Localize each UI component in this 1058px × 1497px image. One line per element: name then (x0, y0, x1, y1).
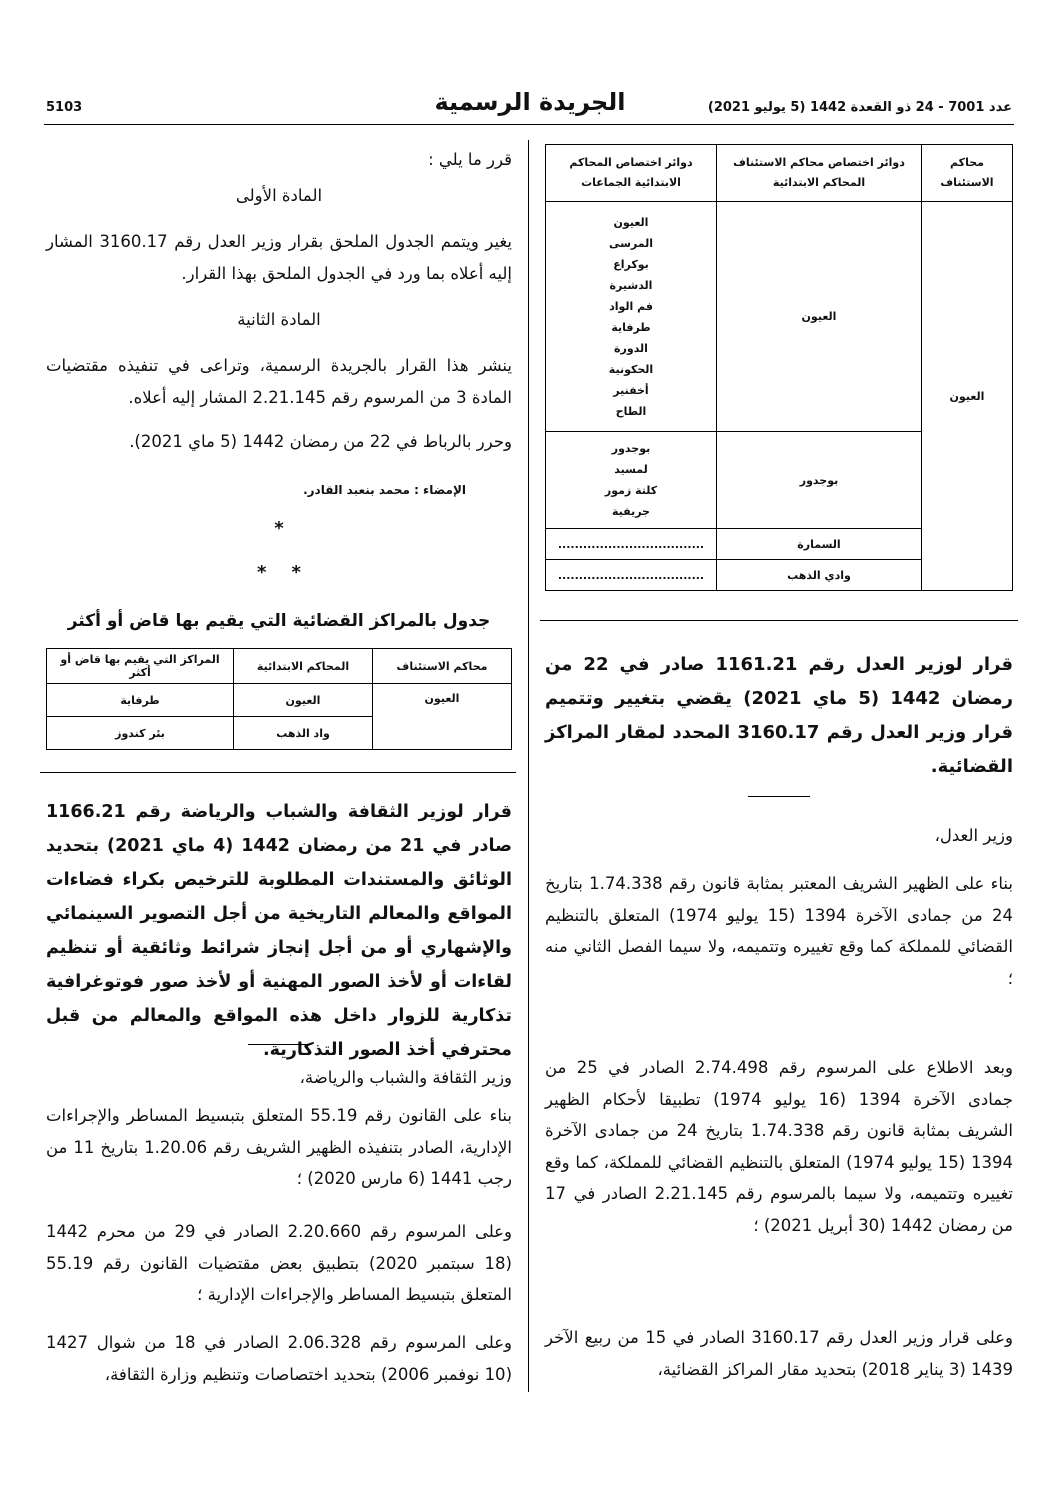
commune: بوكراع (613, 257, 649, 271)
judicial-centers-table (46, 648, 512, 750)
issue-info: عدد 7001 - 24 ذو القعدة 1442 (5 يوليو 2021) (707, 100, 1012, 115)
page-number: 5103 (46, 100, 83, 115)
table-header: دوائر اختصاص محاكم الاستئناف المحاكم الابتدائية (717, 145, 922, 202)
article-title: المادة الأولى (235, 186, 323, 205)
commune: الطاح (615, 404, 647, 418)
table-header: المحاكم الابتدائية (234, 649, 373, 684)
column-divider (528, 140, 529, 1392)
header-divider (44, 124, 1014, 125)
communes-cell: ................................... (546, 560, 717, 591)
court-cell: السمارة (717, 529, 922, 560)
commune: الدشيرة (609, 278, 653, 292)
minister-line: وزير العدل، (934, 826, 1013, 845)
table-header: محاكم الاستئناف (922, 145, 1013, 202)
short-divider (748, 796, 810, 797)
star-separator: * (274, 518, 284, 539)
center-cell: بئر كندوز (47, 717, 234, 750)
stars-separator: * * (257, 562, 301, 583)
article-text: ينشر هذا القرار بالجريدة الرسمية، وتراعى في تنفيذه مقتضيات المادة 3 من المرسوم رقم 2.21.145 المشار إليه أعلاه. (46, 356, 512, 407)
commune: العيون (613, 215, 649, 229)
court-cell: العيون (717, 202, 922, 432)
signature: الإمضاء : محمد بنعبد القادر. (303, 483, 466, 497)
paragraph: بناء على القانون رقم 55.19 المتعلق بتبسيط المساطر والإجراءات الإدارية، الصادر بتنفيذه الظهير الشريف رقم 1.20.06 بتاريخ 11 من رجب 1441 (6 مارس 2020) ؛ (46, 1106, 512, 1188)
table-row (47, 684, 512, 717)
court-cell: وادي الذهب (717, 560, 922, 591)
commune: الدورة (614, 341, 648, 355)
commune: لمسيد (614, 463, 648, 476)
decision-title: قرار لوزير العدل رقم 1161.21 صادر في 22 من رمضان 1442 (5 ماي 2021) يقضي بتغيير وتتميم قرار وزير العدل رقم 3160.17 المحدد لمقار المراكز القضائية. (545, 654, 1013, 777)
appeal-court-cell: العيون (373, 684, 512, 750)
communes-cell: ................................... (546, 529, 717, 560)
article-text: يغير ويتمم الجدول الملحق بقرار وزير العدل رقم 3160.17 المشار إليه أعلاه بما ورد في الجدول الملحق بهذا القرار. (46, 232, 512, 283)
communes-cell (546, 432, 717, 529)
commune: طرفاية (611, 320, 651, 334)
commune: بوجدور (611, 442, 651, 455)
paragraph: بناء على الظهير الشريف المعتبر بمثابة قانون رقم 1.74.338 بتاريخ 24 من جمادى الآخرة 1394 (15 يوليو 1974) المتعلق بالتنظيم القضائي للمملكة كما وقع تغييره وتتميمه، ولا سيما الفصل الثاني منه ؛ (545, 874, 1013, 988)
appeal-court-cell: العيون (922, 202, 1013, 591)
paragraph: وبعد الاطلاع على المرسوم رقم 2.74.498 الصادر في 25 من جمادى الآخرة 1394 (16 يوليو 1974) تطبيقا لأحكام الظهير الشريف بمثابة قانون رقم 1.74.338 بتاريخ 24 من جمادى الآخرة 1394 (15 يوليو 1974) المتعلق بالتنظيم القضائي للمملكة، كما وقع تغييره وتتميمه، ولا سيما بالمرسوم رقم 2.21.145 الصادر في 17 من رمضان 1442 (30 أبريل 2021) ؛ (545, 1058, 1014, 1235)
paragraph: وعلى قرار وزير العدل رقم 3160.17 الصادر في 15 من ربيع الآخر 1439 (3 يناير 2018) بتحديد مقار المراكز القضائية، (545, 1328, 1013, 1379)
table-header: محاكم الاستئناف (373, 649, 512, 684)
article-title: المادة الثانية (237, 310, 321, 329)
table-title: جدول بالمراكز القضائية التي يقيم بها قاض أو أكثر (67, 611, 491, 631)
done-at: وحرر بالرباط في 22 من رمضان 1442 (5 ماي 2021). (129, 432, 512, 451)
table-header: المراكز التي يقيم بها قاض أو أكثر (47, 649, 234, 684)
table-header: دوائر اختصاص المحاكم الابتدائية الجماعات (546, 145, 717, 202)
commune: الحكونية (608, 362, 654, 376)
court-cell: العيون (234, 684, 373, 717)
commune: المرسى (608, 236, 654, 250)
commune: فم الواد (609, 299, 653, 313)
paragraph: وعلى المرسوم رقم 2.06.328 الصادر في 18 من شوال 1427 (10 نوفمبر 2006) بتحديد اختصاصات وتنظيم وزارة الثقافة، (46, 1333, 513, 1384)
section-divider (540, 620, 1018, 621)
communes-cell (546, 202, 717, 432)
short-divider (248, 1044, 310, 1045)
table-row (546, 202, 1013, 432)
commune: جريفية (612, 505, 650, 518)
center-cell: طرفاية (47, 684, 234, 717)
decided-line: قرر ما يلي : (428, 150, 512, 169)
courts-table (545, 144, 1013, 591)
paragraph: وعلى المرسوم رقم 2.20.660 الصادر في 29 من محرم 1442 (18 سبتمبر 2020) بتطبيق بعض مقتضيات القانون رقم 55.19 المتعلق بتبسيط المساطر والإجراءات الإدارية ؛ (46, 1222, 512, 1304)
section-divider (40, 772, 516, 773)
decision-title: قرار لوزير الثقافة والشباب والرياضة رقم 1166.21 صادر في 21 من رمضان 1442 (4 ماي 2021) بتحديد الوثائق والمستندات المطلوبة للترخيص بكراء فضاءات المواقع والمعالم التاريخية من أجل التصوير السينمائي والإشهاري أو من أجل إنجاز شرائط وثائقية أو تنظيم لقاءات أو لأخذ الصور المهنية أو لأخذ صور فوتوغرافية تذكارية للزوار داخل هذه المواقع والمعالم من قبل محترفي أخذ الصور التذكارية. (46, 802, 512, 1060)
commune: كلتة زمور (604, 484, 658, 497)
court-cell: واد الذهب (234, 717, 373, 750)
commune: أخفنير (613, 383, 649, 397)
court-cell: بوجدور (717, 432, 922, 529)
minister-line: وزير الثقافة والشباب والرياضة، (299, 1068, 512, 1087)
page-title: الجريدة الرسمية (434, 88, 626, 116)
